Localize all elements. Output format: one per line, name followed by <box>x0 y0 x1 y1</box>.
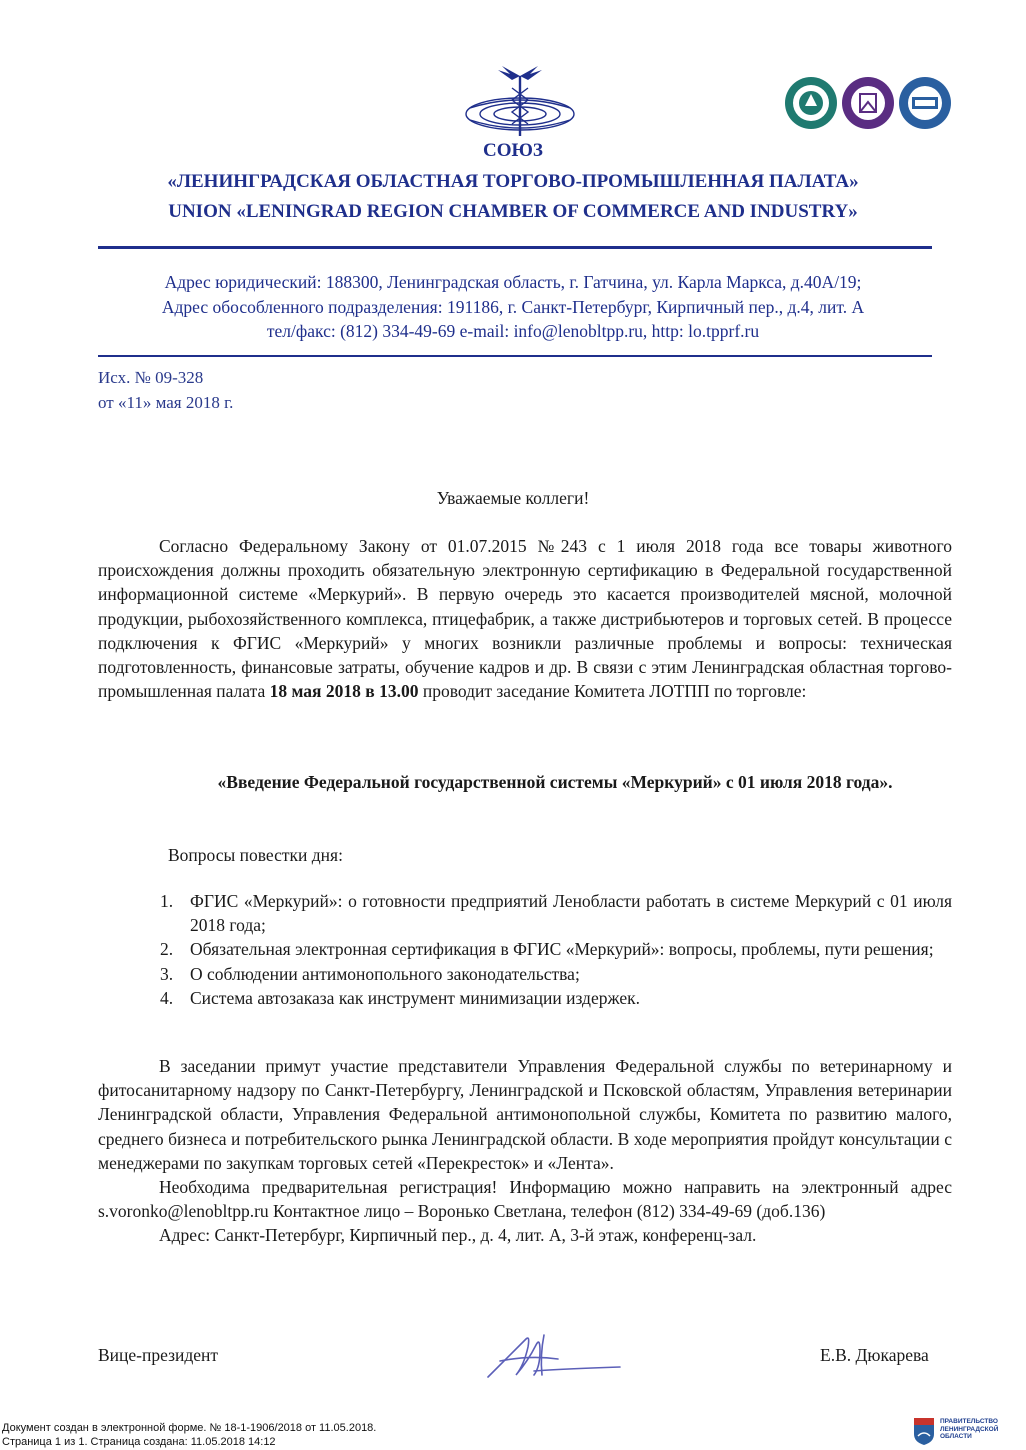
government-logo-text: ПРАВИТЕЛЬСТВО ЛЕНИНГРАДСКОЙ ОБЛАСТИ <box>940 1418 999 1440</box>
intro-text-end: проводит заседание Комитета ЛОТПП по торговле: <box>422 681 807 702</box>
address-legal: Адрес юридический: 188300, Ленинградская область, г. Гатчина, ул. Карла Маркса, д.40А/19; <box>164 272 862 292</box>
list-item <box>160 986 952 1010</box>
item-text: О соблюдении антимонопольного законодательства; <box>190 963 580 984</box>
coat-of-arms-icon <box>912 1416 936 1446</box>
item-text: ФГИС «Меркурий»: о готовности предприятий Ленобласти работать в системе Меркурий с 01 июля 2018 года; <box>190 891 952 936</box>
outgoing-number: Исх. № 09-328 <box>98 368 204 387</box>
org-name-en: UNION «LENINGRAD REGION CHAMBER OF COMMERCE AND INDUSTRY» <box>168 201 858 222</box>
certification-seal-icon <box>841 76 895 130</box>
item-text: Система автозаказа как инструмент минимизации издержек. <box>190 987 640 1008</box>
item-number: 1. <box>160 891 174 911</box>
list-item <box>160 937 952 961</box>
intro-text: Согласно Федеральному Закону от 01.07.2015 №243 с 1 июля 2018 года все товары животного происхождения должны проходить обязательную электронную сертификацию в Федеральной государственной информационной системе «Меркурий». В первую очередь это касается производителей мясной, молочной продукции, рыбохозяйственного комплекса, птицефабрик, а также дистрибьютеров и торговых сетей. В процессе подключения к ФГИС «Меркурий» у многих возникли различные проблемы и вопросы: техническая подготовленность, финансовые затраты, обучение кадров и др. В связи с этим Ленинградская областная торгово-промышленная палата <box>98 536 952 702</box>
list-item <box>160 889 952 937</box>
greeting: Уважаемые коллеги! <box>436 488 590 508</box>
address-branch: Адрес обособленного подразделения: 191186, г. Санкт-Петербург, Кирпичный пер., д.4, лит. А <box>161 297 865 317</box>
signer-role: Вице-президент <box>98 1345 219 1365</box>
org-name-ru: «ЛЕНИНГРАДСКАЯ ОБЛАСТНАЯ ТОРГОВО-ПРОМЫШЛЕННАЯ ПАЛАТА» <box>167 171 859 192</box>
venue-paragraph: Адрес: Санкт-Петербург, Кирпичный пер., д. 4, лит. А, 3-й этаж, конференц-зал. <box>159 1225 757 1246</box>
signer-name: Е.В. Дюкарева <box>820 1345 929 1365</box>
iqnet-seal-icon <box>898 76 952 130</box>
contacts-line: тел/факс: (812) 334-49-69 e-mail: info@lenobltpp.ru, http: lo.tpprf.ru <box>266 321 760 341</box>
accredia-seal-icon <box>784 76 838 130</box>
details-section <box>98 1054 952 1248</box>
government-logo <box>912 1416 1022 1448</box>
letter-date: от «11» мая 2018 г. <box>98 393 234 412</box>
list-item <box>160 962 952 986</box>
header-divider <box>98 246 932 249</box>
footer-page-info: Страница 1 из 1. Страница создана: 11.05.2018 14:12 <box>2 1436 276 1448</box>
registration-paragraph: Необходима предварительная регистрация! Информацию можно направить на электронный адрес s.voronko@lenobltpp.ru Контактное лицо – Воронько Светлана, телефон (812) 334-49-69 (доб.136) <box>98 1177 952 1222</box>
agenda-list <box>160 889 952 1010</box>
participants-paragraph: В заседании примут участие представители Управления Федеральной службы по ветеринарному и фитосанитарному надзору по Санкт-Петербургу, Ленинградской и Псковской областям, Управления ветеринарии Ленинградской области, Управления Федеральной антимонопольной службы, Комитета по развитию малого, среднего бизнеса и потребительского рынка Ленинградской области. В ходе мероприятия пройдут консультации с менеджерами по закупкам торговых сетей «Перекресток» и «Лента». <box>98 1056 952 1173</box>
org-type: СОЮЗ <box>483 140 543 161</box>
meeting-topic: «Введение Федеральной государственной системы «Меркурий» с 01 июля 2018 года». <box>217 772 893 792</box>
agenda-title: Вопросы повестки дня: <box>168 845 343 865</box>
handwritten-signature-icon <box>470 1325 630 1385</box>
meeting-datetime: 18 мая 2018 в 13.00 <box>269 681 419 702</box>
item-text: Обязательная электронная сертификация в ФГИС «Меркурий»: вопросы, проблемы, пути решения; <box>190 939 934 960</box>
footer-doc-info: Документ создан в электронной форме. № 18-1-1906/2018 от 11.05.2018. <box>2 1422 377 1434</box>
intro-paragraph <box>98 534 952 703</box>
item-number: 4. <box>160 987 174 1008</box>
chamber-logo-icon <box>460 62 580 138</box>
address-divider <box>98 355 932 357</box>
item-number: 2. <box>160 939 174 960</box>
item-number: 3. <box>160 963 174 984</box>
